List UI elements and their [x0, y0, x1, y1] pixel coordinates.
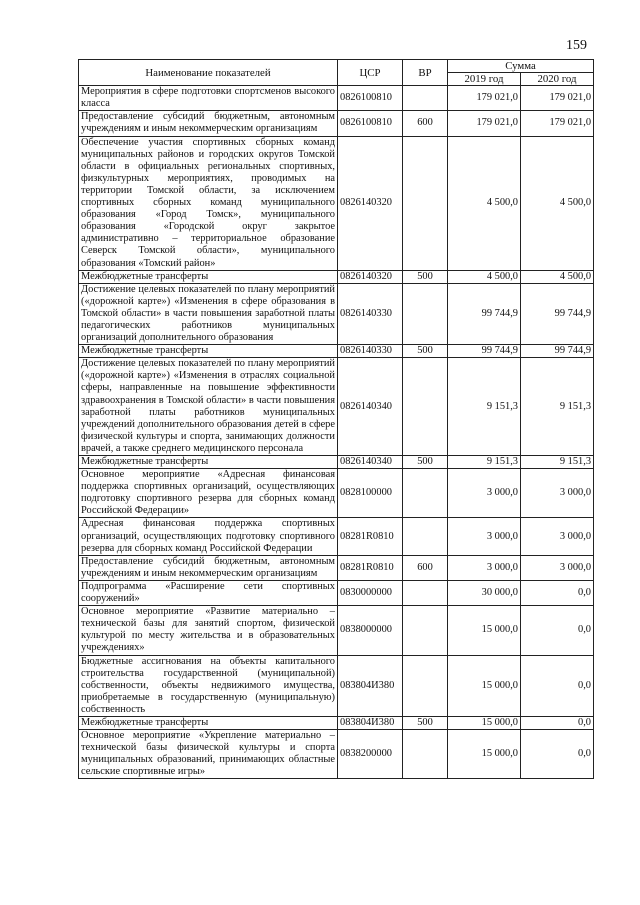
row-vr: [403, 580, 448, 605]
row-sum-2019: 9 151,3: [448, 358, 521, 456]
row-sum-2019: 99 744,9: [448, 345, 521, 358]
table-row: [79, 358, 594, 456]
row-sum-2020: 0,0: [521, 606, 594, 655]
header-csr: ЦСР: [338, 60, 403, 86]
row-csr: 0830000000: [338, 580, 403, 605]
row-name: Межбюджетные трансферты: [79, 456, 338, 469]
table-body: [79, 86, 594, 779]
row-sum-2020: 9 151,3: [521, 456, 594, 469]
table-row: [79, 716, 594, 729]
row-sum-2019: 9 151,3: [448, 456, 521, 469]
budget-table: [78, 59, 594, 779]
table-row: [79, 580, 594, 605]
row-name: Основное мероприятие «Развитие материально – технической базы для занятий спортом, физической культурой по месту жительства и в образовательных учреждениях»: [79, 606, 338, 655]
row-sum-2019: 3 000,0: [448, 469, 521, 518]
row-sum-2020: 0,0: [521, 716, 594, 729]
row-sum-2019: 3 000,0: [448, 518, 521, 555]
row-sum-2020: 179 021,0: [521, 86, 594, 111]
row-sum-2019: 3 000,0: [448, 555, 521, 580]
row-name: Адресная финансовая поддержка спортивных организаций, осуществляющих подготовку спортивного резерва для сборных команд Российской Федерации: [79, 518, 338, 555]
header-sum: Сумма: [448, 60, 594, 73]
row-sum-2020: 99 744,9: [521, 345, 594, 358]
row-name: Мероприятия в сфере подготовки спортсменов высокого класса: [79, 86, 338, 111]
row-csr: 0826140340: [338, 358, 403, 456]
row-csr: 0826100810: [338, 111, 403, 136]
row-vr: [403, 283, 448, 344]
row-csr: 0826140320: [338, 270, 403, 283]
page-number: 159: [566, 38, 587, 53]
row-name: Подпрограмма «Расширение сети спортивных сооружений»: [79, 580, 338, 605]
row-vr: [403, 606, 448, 655]
header-name: Наименование показателей: [79, 60, 338, 86]
row-sum-2019: 15 000,0: [448, 606, 521, 655]
table-row: [79, 86, 594, 111]
table-row: [79, 345, 594, 358]
row-csr: 0838200000: [338, 730, 403, 779]
row-sum-2019: 15 000,0: [448, 655, 521, 716]
row-csr: 0826100810: [338, 86, 403, 111]
row-name: Межбюджетные трансферты: [79, 345, 338, 358]
row-csr: 08281R0810: [338, 518, 403, 555]
row-sum-2020: 3 000,0: [521, 469, 594, 518]
table-row: [79, 518, 594, 555]
row-sum-2020: 4 500,0: [521, 270, 594, 283]
row-sum-2019: 15 000,0: [448, 730, 521, 779]
row-csr: 0828100000: [338, 469, 403, 518]
row-name: Достижение целевых показателей по плану мероприятий («дорожной карте») «Изменения в отраслях социальной сферы, направленные на повышение эффективности здравоохранения в Томской области» в части повышения заработной платы работников муниципальных учреждений дополнительного образования детей в сфере физической культуры и спорта, занимающих должности врачей, а также среднего медицинского персонала: [79, 358, 338, 456]
row-name: Основное мероприятие «Адресная финансовая поддержка спортивных организаций, осуществляющих подготовку спортивного резерва для сборных команд Российской Федерации»: [79, 469, 338, 518]
row-vr: 500: [403, 456, 448, 469]
row-sum-2019: 15 000,0: [448, 716, 521, 729]
row-sum-2019: 99 744,9: [448, 283, 521, 344]
row-sum-2019: 4 500,0: [448, 270, 521, 283]
row-vr: [403, 136, 448, 270]
row-sum-2019: 179 021,0: [448, 86, 521, 111]
table-row: [79, 655, 594, 716]
table-row: [79, 136, 594, 270]
row-csr: 0826140320: [338, 136, 403, 270]
row-name: Межбюджетные трансферты: [79, 270, 338, 283]
row-csr: 08281R0810: [338, 555, 403, 580]
header-vr: ВР: [403, 60, 448, 86]
row-name: Предоставление субсидий бюджетным, автономным учреждениям и иным некоммерческим организациям: [79, 111, 338, 136]
header-year-2020: 2020 год: [521, 73, 594, 86]
table-row: [79, 283, 594, 344]
row-vr: 500: [403, 270, 448, 283]
row-vr: 500: [403, 716, 448, 729]
row-csr: 083804И380: [338, 716, 403, 729]
row-name: Предоставление субсидий бюджетным, автономным учреждениям и иным некоммерческим организациям: [79, 555, 338, 580]
row-name: Достижение целевых показателей по плану мероприятий («дорожной карте») «Изменения в сфере образования в Томской области» в части повышения заработной платы педагогических работников муниципальных организаций дополнительного образования: [79, 283, 338, 344]
header-year-2019: 2019 год: [448, 73, 521, 86]
row-vr: [403, 655, 448, 716]
row-sum-2019: 179 021,0: [448, 111, 521, 136]
row-vr: [403, 518, 448, 555]
table-row: [79, 555, 594, 580]
row-vr: [403, 469, 448, 518]
row-vr: 500: [403, 345, 448, 358]
table-row: [79, 111, 594, 136]
row-sum-2020: 99 744,9: [521, 283, 594, 344]
row-sum-2020: 0,0: [521, 730, 594, 779]
table-row: [79, 606, 594, 655]
row-csr: 0826140340: [338, 456, 403, 469]
row-csr: 083804И380: [338, 655, 403, 716]
row-sum-2020: 3 000,0: [521, 555, 594, 580]
row-csr: 0838000000: [338, 606, 403, 655]
table-row: [79, 270, 594, 283]
row-csr: 0826140330: [338, 283, 403, 344]
row-name: Бюджетные ассигнования на объекты капитального строительства государственной (муниципальной) собственности, объекты недвижимого имущества, приобретаемые в государственную (муниципальную) собственность: [79, 655, 338, 716]
table-row: [79, 456, 594, 469]
row-sum-2020: 0,0: [521, 580, 594, 605]
row-sum-2020: 9 151,3: [521, 358, 594, 456]
row-sum-2020: 0,0: [521, 655, 594, 716]
row-csr: 0826140330: [338, 345, 403, 358]
row-vr: [403, 730, 448, 779]
table-row: [79, 469, 594, 518]
row-name: Обеспечение участия спортивных сборных команд муниципальных районов и городских округов Томской области в официальных региональных спортивных, физкультурных мероприятиях, проводимых на территории Томской области, за исключением спортивных сборных команд муниципального образования «Город Томск», муниципального образования «Городской округ закрытое административно – территориальное образование Северск Томской области», муниципального образования «Томский район»: [79, 136, 338, 270]
row-vr: 600: [403, 555, 448, 580]
row-name: Межбюджетные трансферты: [79, 716, 338, 729]
row-vr: [403, 86, 448, 111]
row-sum-2020: 179 021,0: [521, 111, 594, 136]
row-sum-2019: 30 000,0: [448, 580, 521, 605]
table-row: [79, 730, 594, 779]
row-sum-2020: 4 500,0: [521, 136, 594, 270]
row-sum-2020: 3 000,0: [521, 518, 594, 555]
row-name: Основное мероприятие «Укрепление материально – технической базы физической культуры и спорта муниципальных образований, принимающих областные сельские спортивные игры»: [79, 730, 338, 779]
row-vr: [403, 358, 448, 456]
row-vr: 600: [403, 111, 448, 136]
row-sum-2019: 4 500,0: [448, 136, 521, 270]
